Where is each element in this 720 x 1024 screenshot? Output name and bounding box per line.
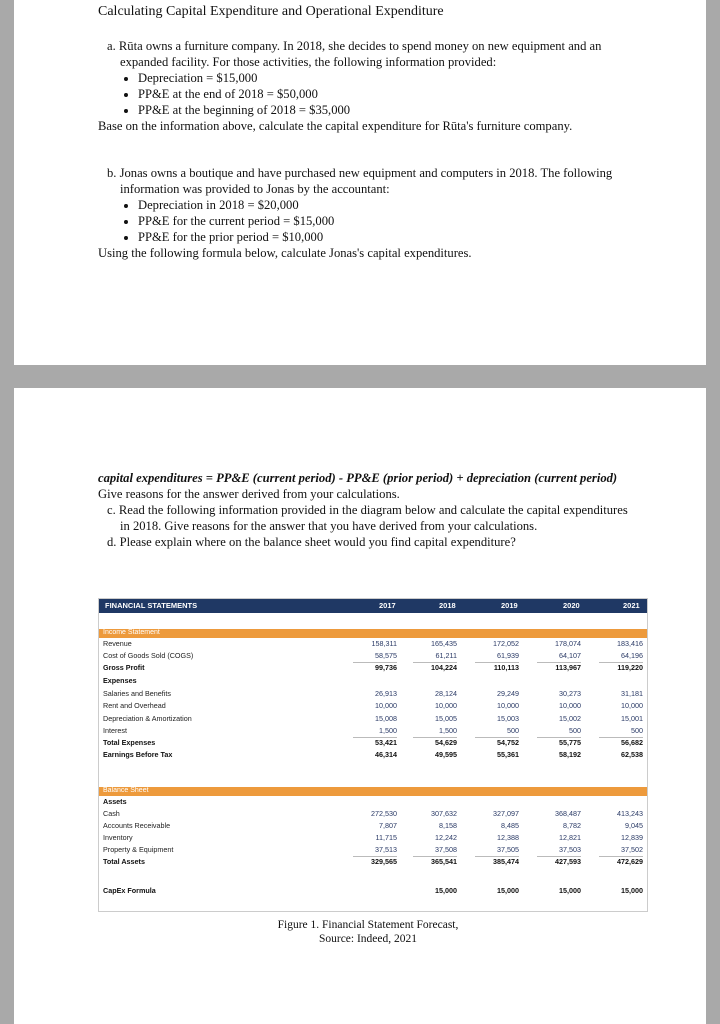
- row-label: Accounts Receivable: [103, 821, 171, 830]
- divider: [599, 662, 643, 663]
- table-cell: 10,000: [435, 701, 457, 710]
- table-cell: 113,967: [555, 663, 581, 672]
- table-cell: 500: [507, 726, 519, 735]
- table-cell: 37,508: [435, 845, 457, 854]
- table-cell: 472,629: [617, 857, 643, 866]
- table-cell: 368,487: [555, 809, 581, 818]
- table-cell: 99,736: [375, 663, 397, 672]
- divider: [475, 662, 519, 663]
- table-cell: 165,435: [431, 639, 457, 648]
- question-b-lead: b. Jonas owns a boutique and have purchased new equipment and computers in 2018. The following information was provided to Jonas by the accountant:: [107, 166, 613, 196]
- row-label: Salaries and Benefits: [103, 689, 171, 698]
- table-cell: 62,538: [621, 750, 643, 759]
- table-cell: 64,196: [621, 651, 643, 660]
- year-header: 2021: [623, 601, 640, 610]
- divider: [413, 856, 457, 857]
- page-2: [14, 388, 706, 1024]
- table-cell: 64,107: [559, 651, 581, 660]
- page-1: [14, 0, 706, 365]
- divider: [475, 856, 519, 857]
- table-row: [99, 808, 647, 820]
- row-label: Cash: [103, 809, 120, 818]
- table-row: [99, 820, 647, 832]
- divider: [599, 737, 643, 738]
- table-cell: 54,752: [497, 738, 519, 747]
- table-cell: 10,000: [559, 701, 581, 710]
- financial-statements-table: [98, 598, 648, 912]
- table-cell: 15,002: [559, 714, 581, 723]
- income-statement-bar: [99, 629, 647, 638]
- row-label: Total Expenses: [103, 738, 156, 747]
- table-cell: 37,503: [559, 845, 581, 854]
- table-row: [99, 844, 647, 856]
- table-cell: 365,541: [431, 857, 457, 866]
- table-cell: 172,052: [493, 639, 519, 648]
- divider: [599, 856, 643, 857]
- table-cell: 37,502: [621, 845, 643, 854]
- table-cell: 12,388: [497, 833, 519, 842]
- row-label: Total Assets: [103, 857, 145, 866]
- balance-sheet-bar: [99, 787, 647, 796]
- caption-line-2: Source: Indeed, 2021: [318, 933, 418, 945]
- row-label: Gross Profit: [103, 663, 145, 672]
- question-a-bullets: [98, 70, 638, 118]
- table-cell: 31,181: [621, 689, 643, 698]
- row-label: Expenses: [103, 676, 137, 685]
- table-header-label: FINANCIAL STATEMENTS: [105, 601, 198, 610]
- table-cell: 37,505: [497, 845, 519, 854]
- table-cell: 427,593: [555, 857, 581, 866]
- table-cell: 178,074: [555, 639, 581, 648]
- table-cell: 11,715: [375, 833, 397, 842]
- bullet: • PP&E for the current period = $15,000: [138, 213, 638, 229]
- table-cell: 158,311: [371, 639, 397, 648]
- row-label: Interest: [103, 726, 127, 735]
- table-cell: 29,249: [497, 689, 519, 698]
- table-cell: 61,939: [497, 651, 519, 660]
- table-cell: 8,782: [563, 821, 581, 830]
- divider: [413, 662, 457, 663]
- page2-text: [98, 470, 638, 550]
- page-title: Calculating Capital Expenditure and Operational Expenditure: [98, 4, 444, 19]
- table-cell: 12,821: [559, 833, 581, 842]
- table-cell: 307,632: [431, 809, 457, 818]
- table-cell: 12,839: [621, 833, 643, 842]
- row-label: Revenue: [103, 639, 132, 648]
- row-label: CapEx Formula: [103, 886, 156, 895]
- divider: [353, 737, 397, 738]
- table-row: [99, 737, 647, 749]
- divider: [537, 662, 581, 663]
- table-row: [99, 713, 647, 725]
- question-a-tail: Base on the information above, calculate the capital expenditure for Rūta's furniture company.: [98, 119, 573, 133]
- table-cell: 183,416: [617, 639, 643, 648]
- table-row: [99, 749, 647, 761]
- table-cell: 10,000: [375, 701, 397, 710]
- table-cell: 49,595: [435, 750, 457, 759]
- table-cell: 1,500: [379, 726, 397, 735]
- row-label: Cost of Goods Sold (COGS): [103, 651, 194, 660]
- table-cell: 55,775: [559, 738, 581, 747]
- table-cell: 15,005: [435, 714, 457, 723]
- table-cell: 12,242: [435, 833, 457, 842]
- table-row: [99, 856, 647, 868]
- bullet: • Depreciation in 2018 = $20,000: [138, 197, 638, 213]
- table-cell: 37,513: [375, 845, 397, 854]
- table-cell: 46,314: [375, 750, 397, 759]
- table-row: [99, 700, 647, 712]
- table-cell: 385,474: [493, 857, 519, 866]
- year-header: 2019: [501, 601, 518, 610]
- table-cell: 15,003: [497, 714, 519, 723]
- table-cell: 28,124: [435, 689, 457, 698]
- question-c: c. Read the following information provided in the diagram below and calculate the capital expenditures in 2018. Give reasons for the answer that you have derived from your calculations.: [107, 503, 628, 533]
- bullet: • PP&E at the beginning of 2018 = $35,000: [138, 102, 638, 118]
- table-cell: 500: [569, 726, 581, 735]
- table-cell: 15,000: [559, 886, 581, 895]
- question-d: d. Please explain where on the balance sheet would you find capital expenditure?: [107, 535, 516, 549]
- row-label: Property & Equipment: [103, 845, 174, 854]
- table-cell: 58,192: [559, 750, 581, 759]
- balance-sheet-label: Balance Sheet: [103, 787, 149, 794]
- table-cell: 10,000: [497, 701, 519, 710]
- question-a-lead: a. Rūta owns a furniture company. In 2018, she decides to spend money on new equipment and an expanded facility. For those activities, the following information provided:: [107, 39, 602, 69]
- table-cell: 15,000: [621, 886, 643, 895]
- income-statement-label: Income Statement: [103, 629, 160, 636]
- divider: [413, 737, 457, 738]
- table-row: [99, 796, 647, 808]
- row-label: Depreciation & Amortization: [103, 714, 192, 723]
- table-cell: 104,224: [431, 663, 457, 672]
- year-header: 2020: [563, 601, 580, 610]
- question-b: [98, 165, 638, 261]
- table-header: [99, 599, 647, 613]
- divider: [537, 856, 581, 857]
- table-cell: 56,682: [621, 738, 643, 747]
- question-a: [98, 38, 638, 134]
- table-row: [99, 725, 647, 737]
- row-label: Inventory: [103, 833, 133, 842]
- question-b-tail: Using the following formula below, calculate Jonas's capital expenditures.: [98, 246, 472, 260]
- table-row: [99, 638, 647, 650]
- table-row: [99, 885, 647, 897]
- table-cell: 8,485: [501, 821, 519, 830]
- table-row: [99, 688, 647, 700]
- table-cell: 15,000: [497, 886, 519, 895]
- table-cell: 15,008: [375, 714, 397, 723]
- year-header: 2017: [379, 601, 396, 610]
- table-row: [99, 650, 647, 662]
- table-row: [99, 832, 647, 844]
- table-cell: 327,097: [493, 809, 519, 818]
- table-row: [99, 675, 647, 687]
- table-cell: 26,913: [375, 689, 397, 698]
- table-cell: 30,273: [559, 689, 581, 698]
- table-cell: 15,001: [621, 714, 643, 723]
- row-label: Rent and Overhead: [103, 701, 166, 710]
- year-header: 2018: [439, 601, 456, 610]
- table-cell: 58,575: [375, 651, 397, 660]
- table-cell: 1,500: [439, 726, 457, 735]
- divider: [353, 856, 397, 857]
- table-cell: 10,000: [621, 701, 643, 710]
- table-cell: 15,000: [435, 886, 457, 895]
- table-cell: 110,113: [493, 663, 519, 672]
- table-cell: 53,421: [375, 738, 397, 747]
- table-cell: 272,530: [371, 809, 397, 818]
- divider: [475, 737, 519, 738]
- caption-line-1: Figure 1. Financial Statement Forecast,: [277, 919, 459, 931]
- bullet: • PP&E for the prior period = $10,000: [138, 229, 638, 245]
- row-label: Assets: [103, 797, 127, 806]
- give-reasons: Give reasons for the answer derived from your calculations.: [98, 487, 400, 501]
- question-b-bullets: [98, 197, 638, 245]
- table-cell: 61,211: [435, 651, 457, 660]
- table-cell: 7,807: [379, 821, 397, 830]
- table-cell: 119,220: [617, 663, 643, 672]
- table-cell: 329,565: [371, 857, 397, 866]
- divider: [353, 662, 397, 663]
- table-cell: 54,629: [435, 738, 457, 747]
- figure-caption: [258, 918, 478, 946]
- divider: [537, 737, 581, 738]
- capex-formula: capital expenditures = PP&E (current period) - PP&E (prior period) + depreciation (current period): [98, 471, 618, 485]
- table-cell: 8,158: [439, 821, 457, 830]
- bullet: • PP&E at the end of 2018 = $50,000: [138, 86, 638, 102]
- table-cell: 9,045: [625, 821, 643, 830]
- table-cell: 413,243: [617, 809, 643, 818]
- row-label: Earnings Before Tax: [103, 750, 173, 759]
- table-row: [99, 662, 647, 674]
- bullet: • Depreciation = $15,000: [138, 70, 638, 86]
- table-cell: 55,361: [497, 750, 519, 759]
- table-cell: 500: [631, 726, 643, 735]
